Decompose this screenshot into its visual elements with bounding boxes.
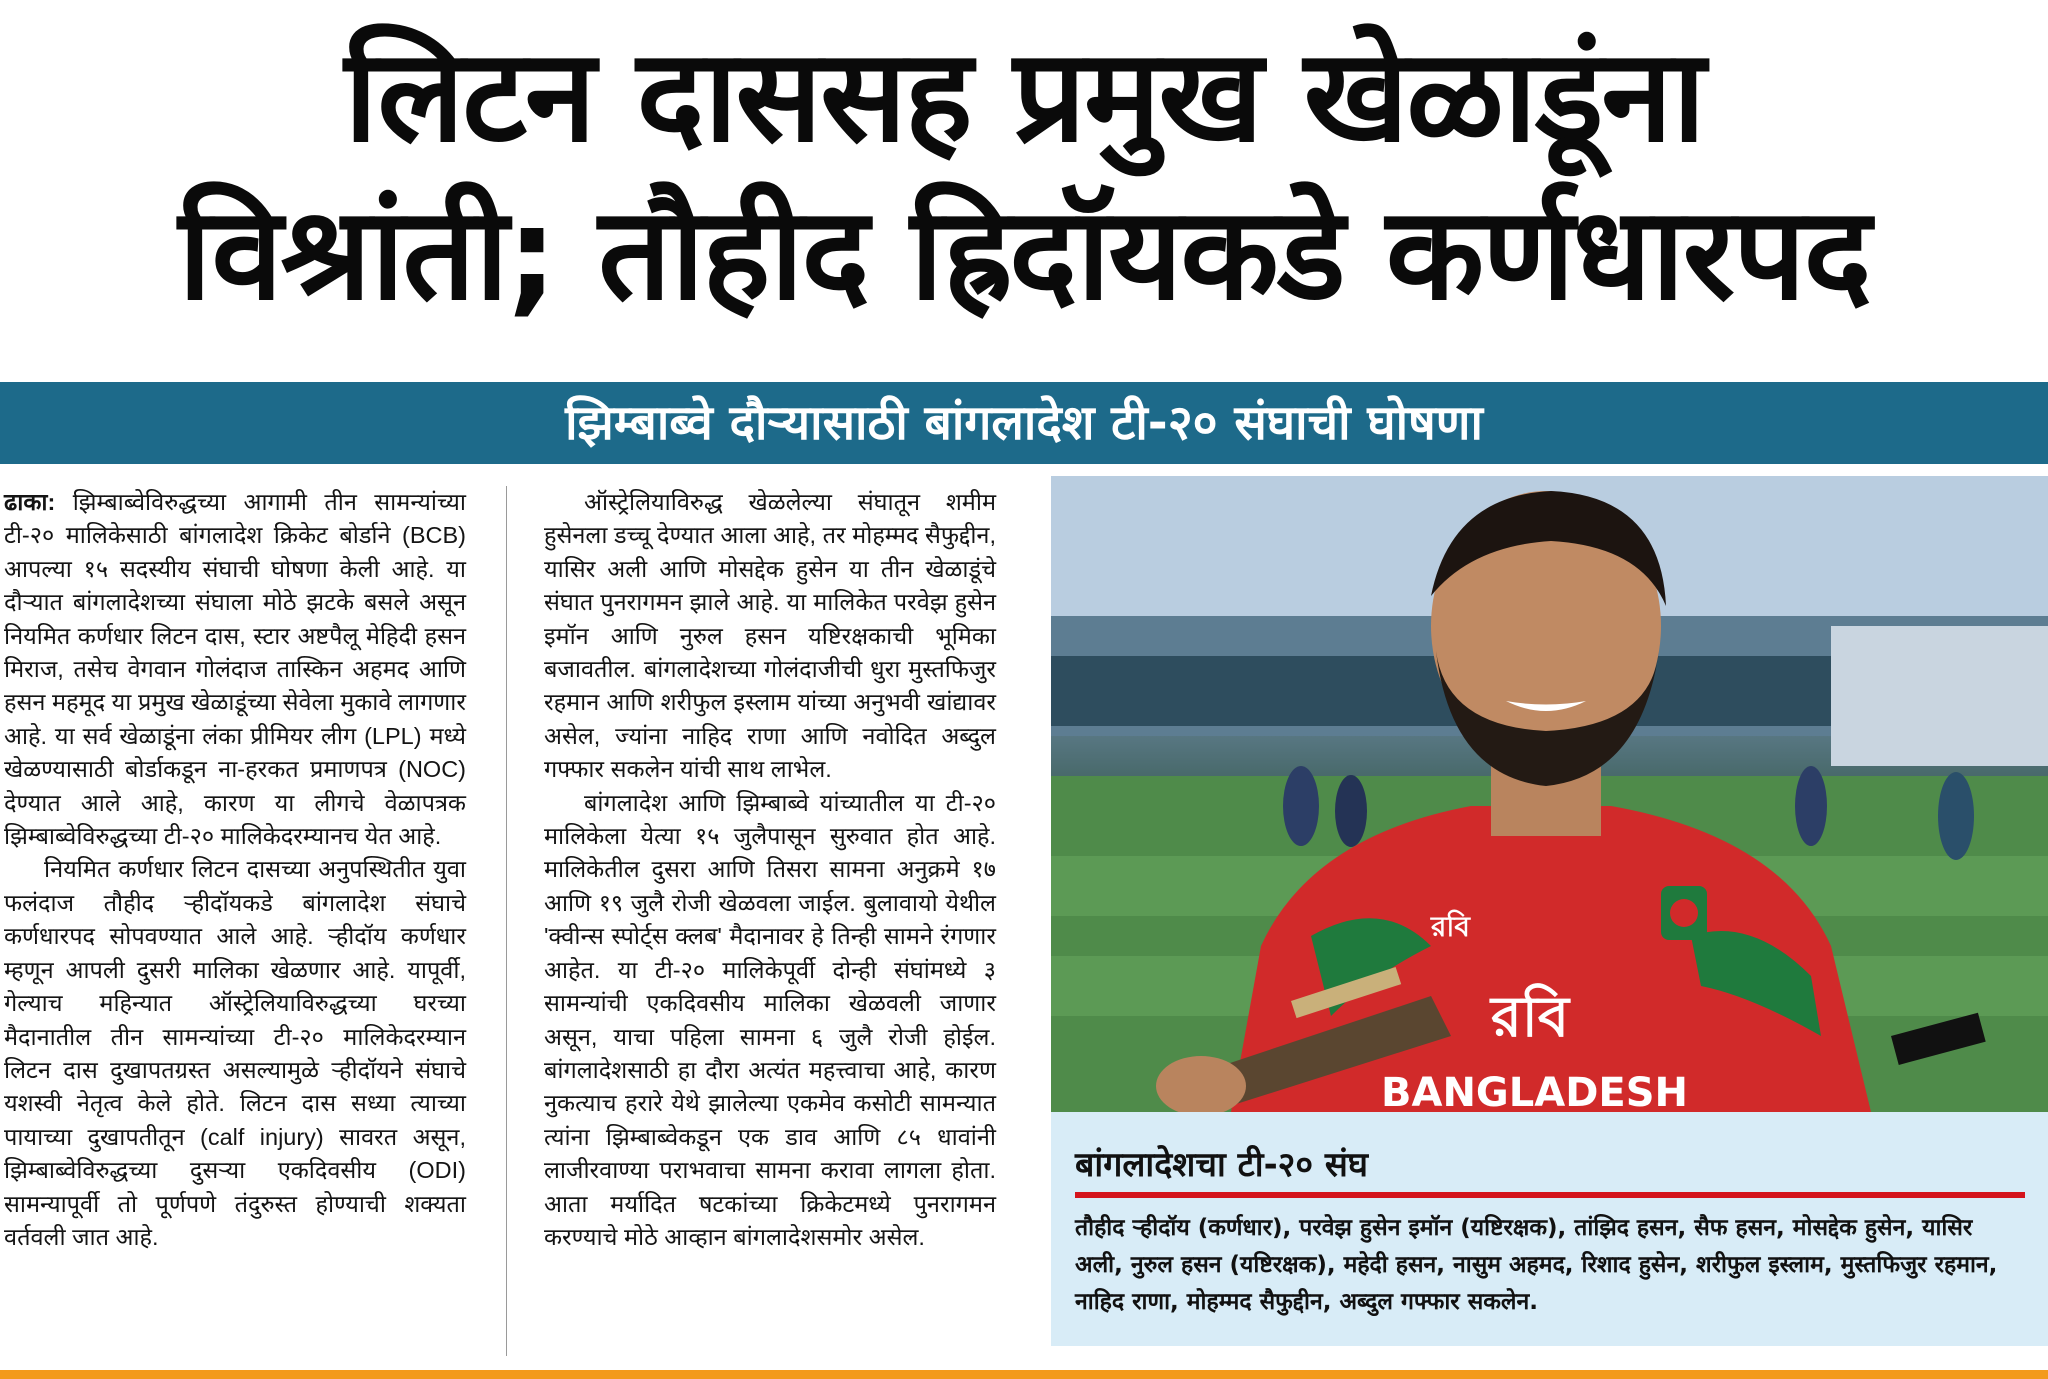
dateline: ढाका: — [4, 489, 56, 515]
article-paragraph-1-text: झिम्बाब्वेविरुद्धच्या आगामी तीन सामन्यांच्या टी-२० मालिकेसाठी बांगलादेश क्रिकेट बोर्डाने (BCB) आपल्या १५ सदस्यीय संघाची घोषणा केली आहे. या दौऱ्यात बांगलादेशच्या संघाला मोठे झटके बसले असून नियमित कर्णधार लिटन दास, स्टार अष्टपैलू मेहिदी हसन मिराज, तसेच वेगवान गोलंदाज तास्किन अहमद आणि हसन महमूद या प्रमुख खेळाडूंच्या सेवेला मुकावे लागणार आहे. या सर्व खेळाडूंना लंका प्रीमियर लीग (LPL) मध्ये खेळण्यासाठी बोर्डाकडून ना-हरकत प्रमाणपत्र (NOC) देण्यात आले आहे, कारण या लीगचे वेळापत्रक झिम्बाब्वेविरुद्धच्या टी-२० मालिकेदरम्यानच येत आहे. — [4, 489, 466, 850]
jersey-sponsor-text-small: রবি — [1431, 910, 1470, 943]
cricketer-photo — [1051, 476, 2048, 1112]
cricketer-photo-icon — [1051, 476, 2048, 1112]
article-paragraph-3: ऑस्ट्रेलियाविरुद्ध खेळलेल्या संघातून शमीम हुसेनला डच्चू देण्यात आला आहे, तर मोहम्मद सैफुद्दीन, यासिर अली आणि मोसद्देक हुसेन या तीन खेळाडूंचे संघात पुनरागमन झाले आहे. या मालिकेत परवेझ हुसेन इमॉन आणि नुरुल हसन यष्टिरक्षकाची भूमिका बजावतील. बांगलादेशच्या गोलंदाजीची धुरा मुस्तफिजुर रहमान आणि शरीफुल इस्लाम यांच्या अनुभवी खांद्यावर असेल, ज्यांना नाहिद राणा आणि नवोदित अब्दुल गफ्फार सकलेन यांची साथ लाभेल. — [544, 489, 996, 783]
article-column-1 — [4, 486, 466, 1254]
headline-line-1: लिटन दाससह प्रमुख खेळाडूंना — [344, 22, 1704, 171]
jersey-sponsor-text: রবি — [1491, 985, 1569, 1050]
squad-players: तौहीद ऱ्हीदॉय (कर्णधार), परवेझ हुसेन इमॉन (यष्टिरक्षक), तांझिद हसन, सैफ हसन, मोसद्देक हुसेन, यासिर अली, नुरुल हसन (यष्टिरक्षक), महेदी हसन, नासुम अहमद, रिशाद हुसेन, शरीफुल इस्लाम, मुस्तफिजुर रहमान, नाहिद राणा, मोहम्मद सैफुद्दीन, अब्दुल गफ्फार सकलेन. — [1075, 1215, 1998, 1315]
article-column-2 — [544, 486, 996, 1254]
headline — [0, 18, 2048, 334]
article-paragraph-2: नियमित कर्णधार लिटन दासच्या अनुपस्थितीत युवा फलंदाज तौहीद ऱ्हीदॉयकडे बांगलादेश संघाचे कर्णधारपद सोपवण्यात आले आहे. ऱ्हीदॉय कर्णधार म्हणून आपली दुसरी मालिका खेळणार आहे. यापूर्वी, गेल्याच महिन्यात ऑस्ट्रेलियाविरुद्धच्या घरच्या मैदानातील तीन सामन्यांच्या टी-२० मालिकेदरम्यान लिटन दास दुखापतग्रस्त असल्यामुळे ऱ्हीदॉयने संघाचे यशस्वी नेतृत्व केले होते. लिटन दास सध्या त्याच्या पायाच्या दुखापतीतून (calf injury) सावरत असून, झिम्बाब्वेविरुद्धच्या दुसऱ्या एकदिवसीय (ODI) सामन्यापूर्वी तो पूर्णपणे तंदुरुस्त होण्याची शक्यता वर्तवली जात आहे. — [4, 856, 466, 1250]
jersey-country-text: BANGLADESH — [1381, 1070, 1689, 1112]
squad-title: बांगलादेशचा टी-२० संघ — [1075, 1145, 1368, 1185]
article-paragraph-4: बांगलादेश आणि झिम्बाब्वे यांच्यातील या टी-२० मालिकेला येत्या १५ जुलैपासून सुरुवात होत आहे. मालिकेतील दुसरा आणि तिसरा सामना अनुक्रमे १७ आणि १९ जुलै रोजी खेळवला जाईल. बुलावायो येथील 'क्वीन्स स्पोर्ट्स क्लब' मैदानावर हे तिन्ही सामने रंगणार आहेत. या टी-२० मालिकेपूर्वी दोन्ही संघांमध्ये ३ सामन्यांची एकदिवसीय मालिका खेळवली जाणार असून, याचा पहिला सामना ६ जुलै रोजी होईल. बांगलादेशसाठी हा दौरा अत्यंत महत्त्वाचा आहे, कारण नुकत्याच हरारे येथे झालेल्या एकमेव कसोटी सामन्यात त्यांना झिम्बाब्वेकडून एक डाव आणि ८५ धावांनी लाजीरवाण्या पराभवाचा सामना करावा लागला होता. आता मर्यादित षटकांच्या क्रिकेटमध्ये पुनरागमन करण्याचे मोठे आव्हान बांगलादेशसमोर असेल. — [544, 789, 996, 1250]
column-divider — [506, 486, 507, 1356]
bottom-rule — [0, 1370, 2048, 1379]
article-paragraph-1 — [4, 486, 466, 853]
subheadline-banner: झिम्बाब्वे दौऱ्यासाठी बांगलादेश टी-२० संघाची घोषणा — [0, 382, 2048, 464]
squad-box — [1051, 1112, 2048, 1346]
headline-line-2: विश्रांती; तौहीद ह्रिदॉयकडे कर्णधारपद — [178, 180, 1870, 329]
squad-title-rule — [1075, 1192, 2025, 1198]
